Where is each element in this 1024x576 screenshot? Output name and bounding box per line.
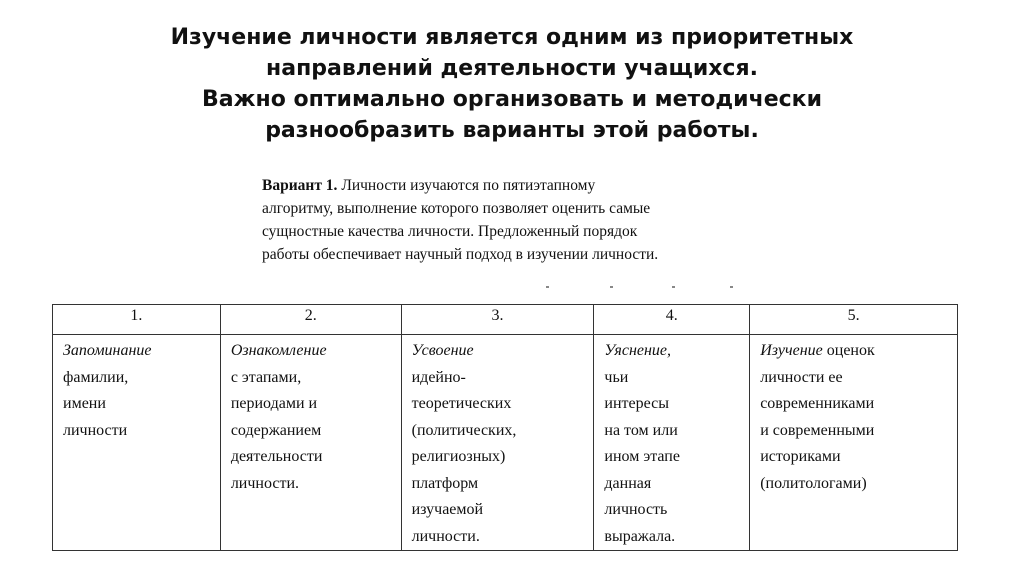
cell-line: на том или <box>604 421 678 439</box>
header-cell: 5. <box>750 305 958 335</box>
cell-line: чьи <box>604 368 629 386</box>
cell-line: (политологами) <box>760 474 867 492</box>
stage-cell-5 <box>750 335 958 551</box>
stage-3-keyword: Усвоение <box>411 342 474 359</box>
title-line-1: Изучение личности является одним из приоритетных <box>170 25 854 50</box>
cell-line: личности. <box>411 527 480 545</box>
header-cell: 4. <box>594 305 750 335</box>
cell-line: данная <box>604 474 652 492</box>
cell-line: выражала. <box>604 527 676 545</box>
title-line-2: направлений деятельности учащихся. <box>266 56 758 81</box>
scan-speck <box>730 286 733 288</box>
stage-5-keyword-rest: оценок <box>822 342 875 359</box>
cell-line: личности ее <box>760 368 843 386</box>
cell-line: ином этапе <box>604 448 680 465</box>
variant-label: Вариант 1. <box>262 177 338 194</box>
stages-table <box>52 304 958 551</box>
variant-line-1-text: Личности изучаются по пятиэтапному <box>337 177 596 194</box>
stage-cell-2 <box>220 335 401 551</box>
cell-line: (политических, <box>411 421 517 439</box>
cell-line: историками <box>760 448 841 465</box>
cell-line: изучаемой <box>411 501 484 518</box>
variant-line-3: сущностные качества личности. Предложенный порядок <box>262 223 638 240</box>
title-line-3: Важно оптимально организовать и методически <box>201 87 823 112</box>
stage-1-keyword: Запоминание <box>63 342 152 359</box>
table-row <box>53 335 958 551</box>
cell-line: деятельности <box>230 448 323 465</box>
cell-line: религиозных) <box>411 448 506 465</box>
title-line-4: разнообразить варианты этой работы. <box>265 118 759 143</box>
variant-line-2: алгоритму, выполнение которого позволяет оценить самые <box>262 200 651 217</box>
cell-line: современниками <box>760 395 875 412</box>
stage-cell-1 <box>53 335 221 551</box>
cell-line: платформ <box>411 474 479 492</box>
scan-speck <box>546 286 549 288</box>
stage-2-keyword: Ознакомление <box>230 342 327 359</box>
cell-line: и современными <box>760 421 875 439</box>
cell-line: фамилии, <box>63 368 129 386</box>
header-cell: 2. <box>220 305 401 335</box>
cell-line: теоретических <box>411 395 512 412</box>
stage-4-keyword: Уяснение, <box>604 342 672 359</box>
cell-line: с этапами, <box>230 368 302 386</box>
header-cell: 1. <box>53 305 221 335</box>
stage-5-keyword: Изучение <box>760 342 823 359</box>
scan-artifact <box>540 284 740 290</box>
cell-line: личность <box>604 501 668 518</box>
slide-title <box>40 22 984 146</box>
cell-line: личности <box>63 421 128 439</box>
stage-cell-4 <box>594 335 750 551</box>
cell-line: идейно- <box>411 368 466 386</box>
table-header-row <box>53 305 958 335</box>
scan-speck <box>610 286 613 288</box>
cell-line: имени <box>63 395 106 412</box>
variant-line-4: работы обеспечивает научный подход в изучении личности. <box>262 246 659 263</box>
header-cell: 3. <box>401 305 594 335</box>
stage-5-heading <box>760 338 957 365</box>
cell-line: содержанием <box>230 421 322 439</box>
cell-line: интересы <box>604 395 669 412</box>
cell-line: личности. <box>230 474 300 492</box>
stage-cell-3 <box>401 335 594 551</box>
variant-line-1 <box>262 174 782 197</box>
cell-line: периодами и <box>230 395 318 412</box>
variant-description <box>262 174 782 266</box>
scan-speck <box>672 286 675 288</box>
